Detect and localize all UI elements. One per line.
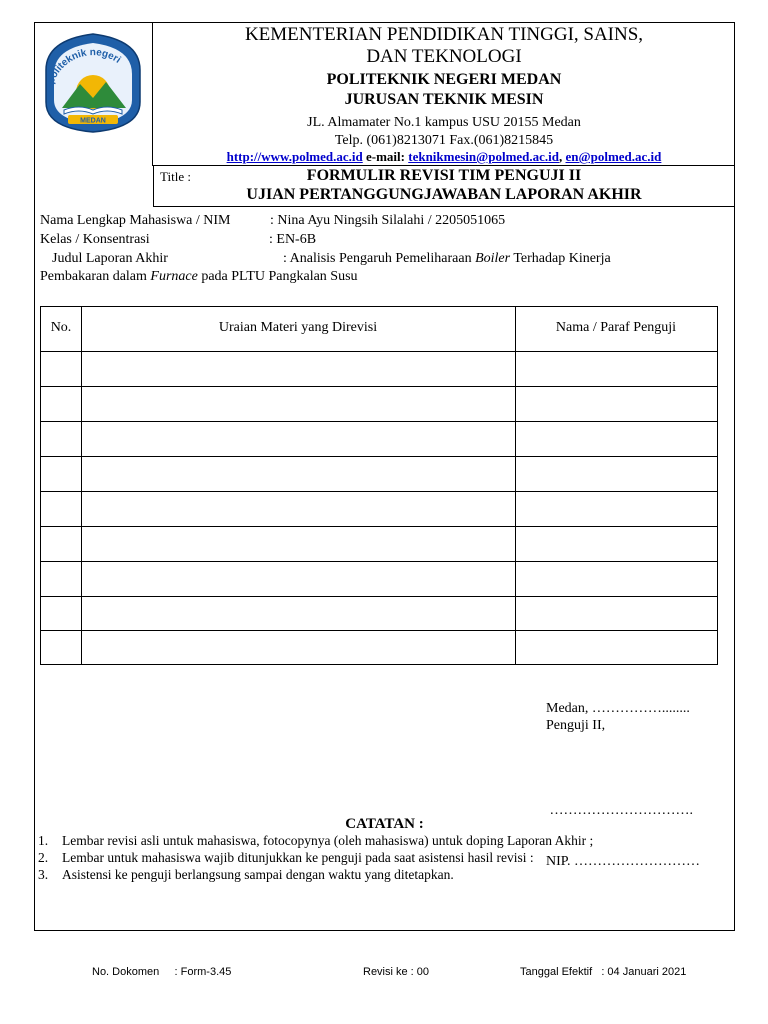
class-label: Kelas / Konsentrasi — [40, 232, 150, 247]
logo-text-bottom: MEDAN — [80, 117, 106, 125]
report-title-furnace: Furnace — [150, 269, 198, 284]
table-col-divider-2 — [515, 307, 516, 664]
report-title-part-2: Terhadap Kinerja — [510, 251, 611, 266]
table-row-divider — [41, 386, 717, 387]
table-header-material: Uraian Materi yang Direvisi — [218, 320, 378, 335]
note-text: Lembar revisi asli untuk mahasiswa, fotocopynya (oleh mahasiswa) untuk doping Laporan Akhir ; — [62, 833, 594, 848]
signature-role: Penguji II, — [546, 718, 606, 733]
note-item — [38, 867, 593, 884]
signature-block — [546, 700, 690, 734]
email-label: e-mail: — [362, 149, 409, 164]
signature-name-line: …………………………. — [546, 803, 693, 818]
note-item — [38, 850, 593, 867]
table-col-divider-1 — [81, 307, 82, 664]
notes-heading: CATATAN : — [345, 816, 424, 832]
notes-list — [38, 833, 593, 884]
report-title-value — [283, 251, 611, 267]
student-name-label: Nama Lengkap Mahasiswa / NIM — [40, 213, 231, 228]
signature-nip-line: NIP. ……………………… — [546, 854, 701, 869]
report-title-line-2-part-2: pada PLTU Pangkalan Susu — [197, 269, 358, 284]
email-link-en[interactable]: en@polmed.ac.id — [565, 149, 662, 164]
footer-effective-date: Tanggal Efektif : 04 Januari 2021 — [520, 966, 687, 978]
report-title-part-1: : Analisis Pengaruh Pemeliharaan — [283, 251, 476, 266]
note-number: 3. — [38, 867, 49, 882]
table-row-divider — [41, 491, 717, 492]
logo-text-top: politeknik negeri — [45, 47, 123, 86]
table-row-divider — [41, 421, 717, 422]
email-link-teknikmesin[interactable]: teknikmesin@polmed.ac.id — [408, 149, 560, 164]
footer-document-number: No. Dokomen : Form-3.45 — [92, 966, 232, 978]
form-title-line-2: UJIAN PERTANGGUNGJAWABAN LAPORAN AKHIR — [246, 186, 642, 203]
note-text: Lembar untuk mahasiswa wajib ditunjukkan ke penguji pada saat asistensi hasil revisi : — [62, 850, 534, 865]
note-number: 2. — [38, 850, 49, 865]
title-label: Title : — [160, 169, 191, 184]
web-email-line — [153, 149, 735, 165]
report-title-line-2-part-1: Pembakaran dalam — [40, 269, 151, 284]
class-value: : EN-6B — [269, 232, 317, 247]
email-separator: , — [559, 149, 566, 164]
form-title — [153, 166, 735, 204]
institution-name: POLITEKNIK NEGERI MEDAN — [326, 71, 562, 88]
form-title-line-1: FORMULIR REVISI TIM PENGUJI II — [306, 167, 582, 184]
polmed-logo — [34, 22, 153, 166]
table-row-divider — [41, 456, 717, 457]
note-item — [38, 833, 593, 850]
ministry-name — [153, 24, 735, 68]
report-title-label: Judul Laporan Akhir — [52, 251, 168, 266]
address: JL. Almamater No.1 kampus USU 20155 Medan — [307, 115, 581, 130]
table-row-divider — [41, 630, 717, 631]
ministry-line-2: DAN TEKNOLOGI — [366, 46, 522, 67]
student-name-value: : Nina Ayu Ningsih Silalahi / 2205051065 — [270, 213, 506, 228]
contact-block — [153, 114, 735, 150]
table-row-divider — [41, 596, 717, 597]
note-text: Asistensi ke penguji berlangsung sampai dengan waktu yang ditetapkan. — [62, 867, 454, 882]
logo-cell — [34, 22, 153, 166]
department-name: JURUSAN TEKNIK MESIN — [344, 91, 544, 108]
table-row-divider — [41, 561, 717, 562]
institution-block — [153, 70, 735, 110]
phone-fax: Telp. (061)8213071 Fax.(061)8215845 — [334, 133, 554, 148]
table-row-divider — [41, 351, 717, 352]
revision-table — [40, 306, 718, 665]
ministry-line-1: KEMENTERIAN PENDIDIKAN TINGGI, SAINS, — [244, 24, 644, 45]
table-header-examiner: Nama / Paraf Penguji — [555, 320, 677, 335]
footer-revision: Revisi ke : 00 — [363, 966, 430, 978]
website-link[interactable]: http://www.polmed.ac.id — [226, 149, 363, 164]
report-title-boiler: Boiler — [475, 251, 511, 266]
report-title-line-2 — [40, 269, 358, 285]
table-row-divider — [41, 526, 717, 527]
table-header-no: No. — [50, 320, 72, 335]
signature-place-date: Medan, ……………........ — [546, 701, 690, 716]
note-number: 1. — [38, 833, 49, 848]
